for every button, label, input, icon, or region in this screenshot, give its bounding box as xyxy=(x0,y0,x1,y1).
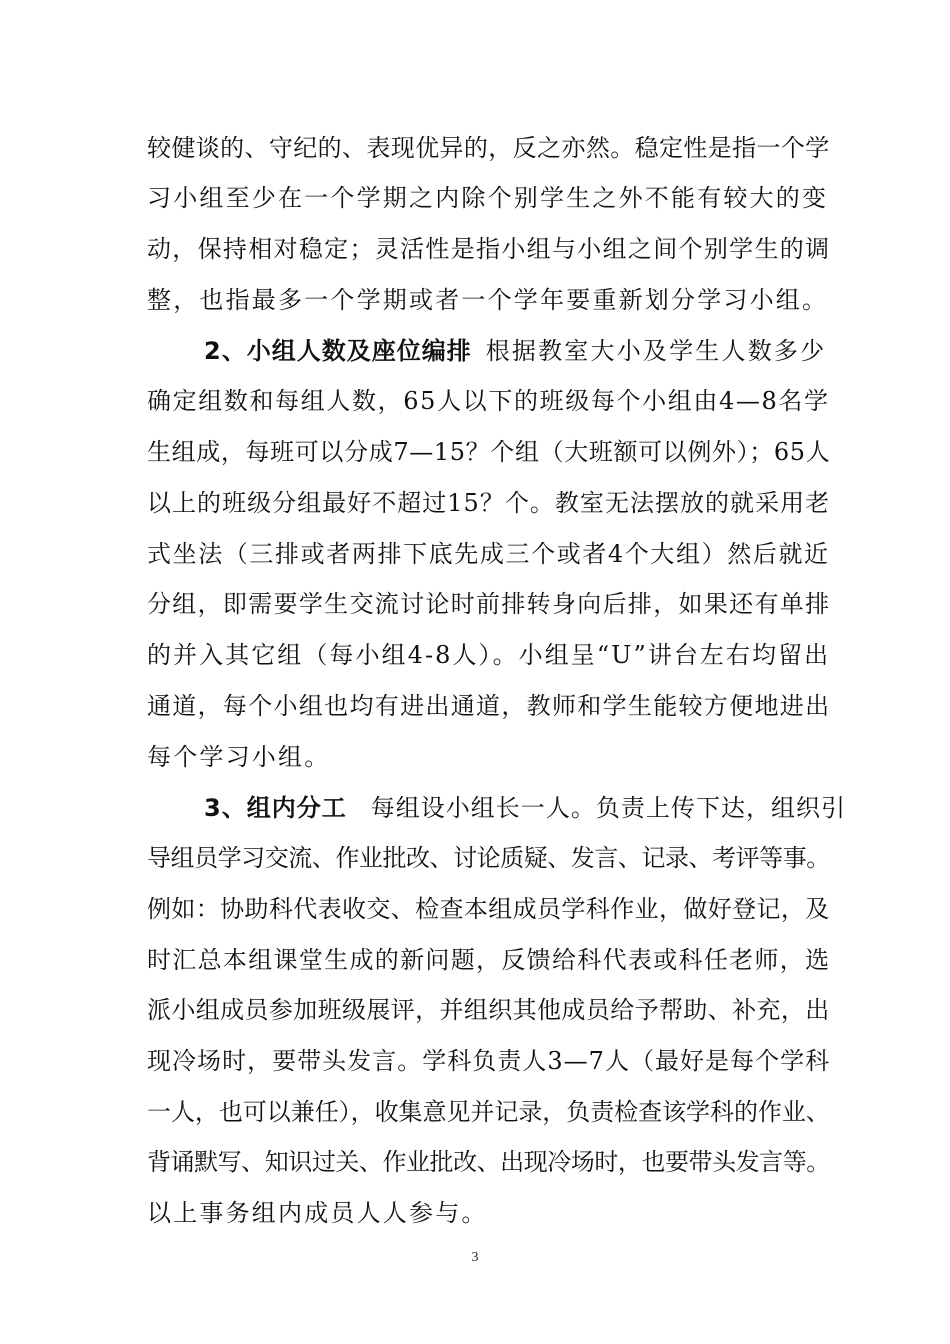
paragraph-line: 通道，每个小组也均有进出通道，教师和学生能较方便地进出 xyxy=(147,692,831,720)
paragraph-line: 导组员学习交流、作业批改、讨论质疑、发言、记录、考评等事。 xyxy=(147,844,830,872)
paragraph-line: 的并入其它组（每小组4-8人）。小组呈“U”讲台左右均留出 xyxy=(147,641,831,669)
paragraph-line: 分组，即需要学生交流讨论时前排转身向后排，如果还有单排 xyxy=(147,590,831,618)
paragraph-line: 确定组数和每组人数，65人以下的班级每个小组由4—8名学 xyxy=(147,387,830,415)
paragraph-line: 以上事务组内成员人人参与。 xyxy=(147,1199,488,1227)
paragraph-line: 生组成，每班可以分成7—15？个组（大班额可以例外）；65人 xyxy=(147,438,831,466)
paragraph-line: 习小组至少在一个学期之内除个别学生之外不能有较大的变 xyxy=(147,184,829,212)
paragraph-line: 较健谈的、守纪的、表现优异的，反之亦然。稳定性是指一个学 xyxy=(147,134,830,162)
paragraph-line: 时汇总本组课堂生成的新问题，反馈给科代表或科任老师，选 xyxy=(147,946,831,974)
section-3-first-line xyxy=(204,793,846,823)
paragraph-line: 动，保持相对稳定；灵活性是指小组与小组之间个别学生的调 xyxy=(147,235,831,263)
paragraph-line: 例如：协助科代表收交、检查本组成员学科作业，做好登记，及 xyxy=(147,895,830,923)
paragraph-line: 以上的班级分组最好不超过15？个。教室无法摆放的就采用老 xyxy=(147,489,831,517)
paragraph-line: 一人，也可以兼任），收集意见并记录，负责检查该学科的作业、 xyxy=(147,1098,830,1126)
paragraph-line: 每个学习小组。 xyxy=(147,743,331,771)
section-3-lead-text: 每组设小组长一人。负责上传下达，组织引 xyxy=(370,794,847,822)
paragraph-line: 式坐法（三排或者两排下底先成三个或者4个大组）然后就近 xyxy=(147,540,830,568)
paragraph-line: 派小组成员参加班级展评，并组织其他成员给予帮助、补充，出 xyxy=(147,996,830,1024)
paragraph-line: 现冷场时，要带头发言。学科负责人3—7人（最好是每个学科 xyxy=(147,1047,831,1075)
section-2-first-line xyxy=(204,336,826,366)
section-3-heading: 3、组内分工 xyxy=(204,794,347,822)
paragraph-line: 整，也指最多一个学期或者一个学年要重新划分学习小组。 xyxy=(147,286,829,314)
paragraph-line: 背诵默写、知识过关、作业批改、出现冷场时，也要带头发言等。 xyxy=(147,1148,830,1176)
page-number: 3 xyxy=(471,1250,479,1265)
section-2-lead-text: 根据教室大小及学生人数多少 xyxy=(485,337,827,365)
section-2-heading: 2、小组人数及座位编排 xyxy=(204,337,472,365)
